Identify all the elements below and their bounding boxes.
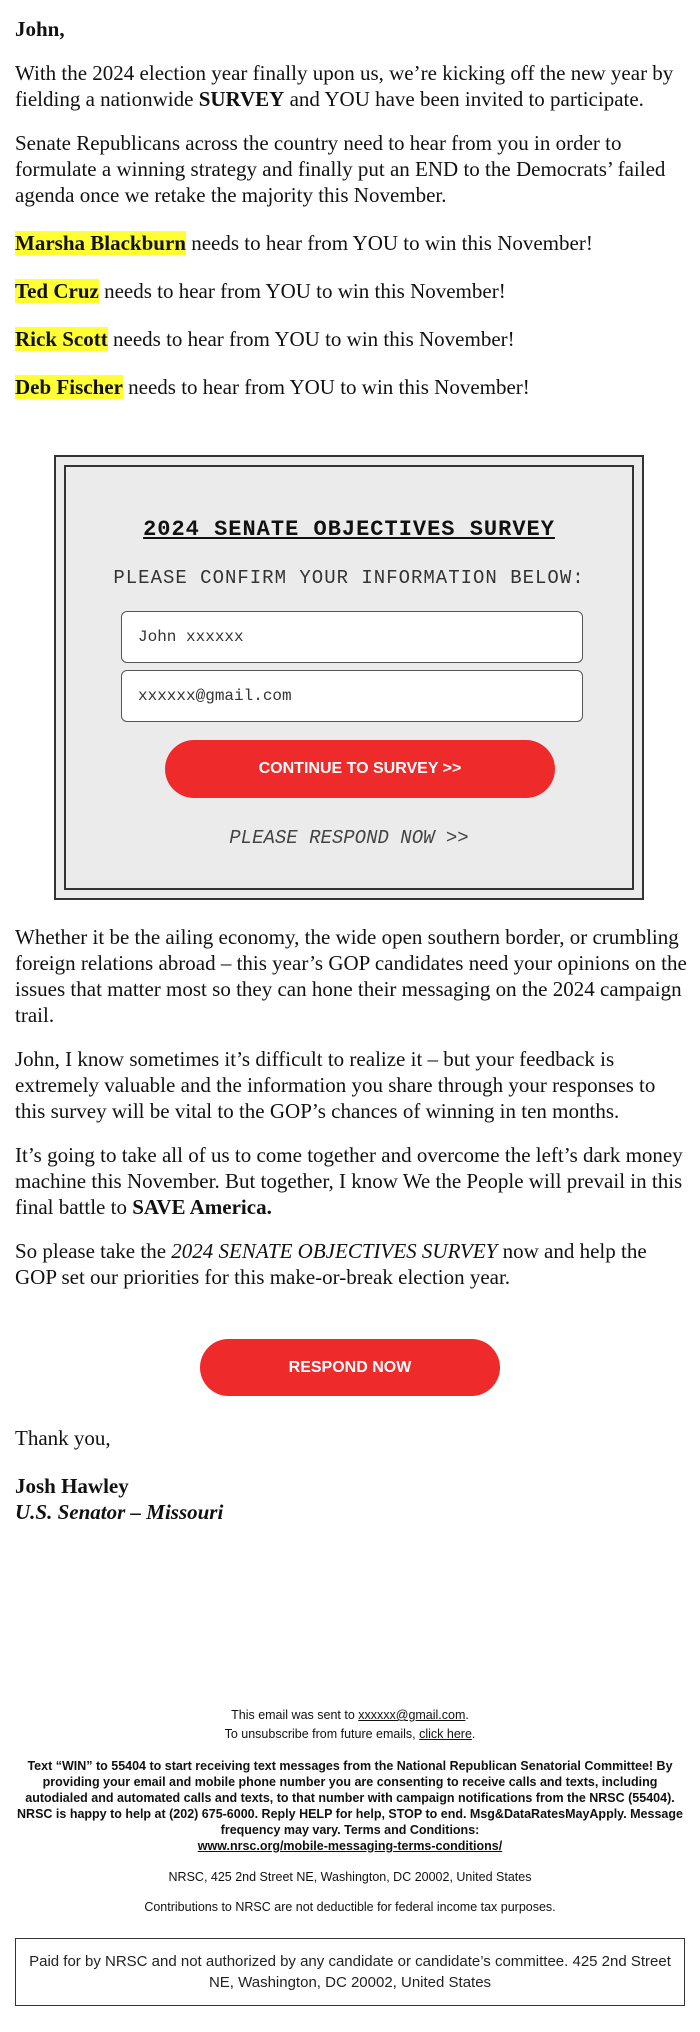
survey-box [54, 455, 644, 900]
highlighted-name: Marsha Blackburn [15, 231, 186, 255]
highlighted-name: Ted Cruz [15, 279, 99, 303]
survey-emphasis: SURVEY [198, 87, 285, 111]
recipient-email-link[interactable]: xxxxxx@gmail.com [358, 1708, 466, 1722]
senate-paragraph: Senate Republicans across the country need to hear from you in order to formulate a winning strategy and finally put an END to the Democrats’ failed agenda once we retake the majority this November. [15, 131, 666, 207]
please-respond-now-link[interactable]: PLEASE RESPOND NOW >> [229, 827, 469, 849]
survey-title: 2024 SENATE OBJECTIVES SURVEY [143, 517, 555, 542]
signoff: Thank you, [15, 1426, 111, 1450]
respond-now-button[interactable]: RESPOND NOW [200, 1339, 500, 1396]
save-america-emphasis: SAVE America. [132, 1195, 272, 1219]
continue-to-survey-button[interactable]: CONTINUE TO SURVEY >> [165, 740, 555, 798]
needs-line-fischer: Deb Fischer needs to hear from YOU to win this November! [15, 375, 530, 399]
highlighted-name: Deb Fischer [15, 375, 123, 399]
together-paragraph: It’s going to take all of us to come together and overcome the left’s dark money machine this November. But together, I know We the People will prevail in this final battle to SAVE America. [15, 1143, 683, 1219]
letter-top [15, 0, 685, 400]
take-survey-paragraph: So please take the 2024 SENATE OBJECTIVES SURVEY now and help the GOP set our priorities for this make-or-break election year. [15, 1239, 647, 1289]
sms-disclaimer: Text “WIN” to 55404 to start receiving text messages from the National Republican Senatorial Committee! By providing your email and mobile phone number you are consenting to receive calls and texts, including autodialed and automated calls and texts, to that number with campaign notifications from the NRSC (55404). NRSC is happy to help at (202) 675-6000. Reply HELP for help, STOP to end. Msg&DataRatesMayApply. Message frequency may vary. Terms and Conditions: www.nrsc.org/mobile-messaging-terms-conditions/ [17, 1759, 683, 1853]
paid-for-box: Paid for by NRSC and not authorized by any candidate or candidate’s committee. 425 2nd Street NE, Washington, DC 20002, United States [15, 1938, 685, 2006]
survey-name-italic: 2024 SENATE OBJECTIVES SURVEY [171, 1239, 498, 1263]
signature-name: Josh Hawley [15, 1474, 129, 1498]
footer-address: NRSC, 425 2nd Street NE, Washington, DC 20002, United States [168, 1870, 532, 1884]
intro-paragraph: With the 2024 election year finally upon us, we’re kicking off the new year by fielding a nationwide SURVEY and YOU have been invited to participate. [15, 61, 674, 111]
highlighted-name: Rick Scott [15, 327, 108, 351]
letter-body [15, 924, 687, 1290]
unsubscribe-link[interactable]: click here [419, 1727, 472, 1741]
terms-link[interactable]: www.nrsc.org/mobile-messaging-terms-conditions/ [197, 1839, 503, 1853]
greeting: John, [15, 17, 65, 41]
feedback-paragraph: John, I know sometimes it’s difficult to realize it – but your feedback is extremely valuable and the information you share through your responses to this survey will be vital to the GOP’s chances of winning in ten months. [15, 1047, 656, 1123]
survey-subtitle: PLEASE CONFIRM YOUR INFORMATION BELOW: [113, 567, 585, 589]
needs-line-cruz: Ted Cruz needs to hear from YOU to win this November! [15, 279, 506, 303]
sent-to-line: This email was sent to xxxxxx@gmail.com. [231, 1708, 469, 1722]
unsubscribe-line: To unsubscribe from future emails, click here. [224, 1727, 476, 1741]
name-field[interactable]: John xxxxxx [121, 611, 583, 663]
email-field[interactable]: xxxxxx@gmail.com [121, 670, 583, 722]
footer-deductible: Contributions to NRSC are not deductible for federal income tax purposes. [144, 1900, 556, 1914]
footer-sent-to [15, 1706, 685, 1744]
signature-title: U.S. Senator – Missouri [15, 1500, 224, 1524]
needs-line-scott: Rick Scott needs to hear from YOU to win this November! [15, 327, 515, 351]
needs-line-blackburn: Marsha Blackburn needs to hear from YOU to win this November! [15, 231, 593, 255]
survey-box-inner [64, 465, 634, 890]
economy-paragraph: Whether it be the ailing economy, the wide open southern border, or crumbling foreign relations abroad – this year’s GOP candidates need your opinions on the issues that matter most so they can hone their messaging on the 2024 campaign trail. [15, 925, 687, 1027]
